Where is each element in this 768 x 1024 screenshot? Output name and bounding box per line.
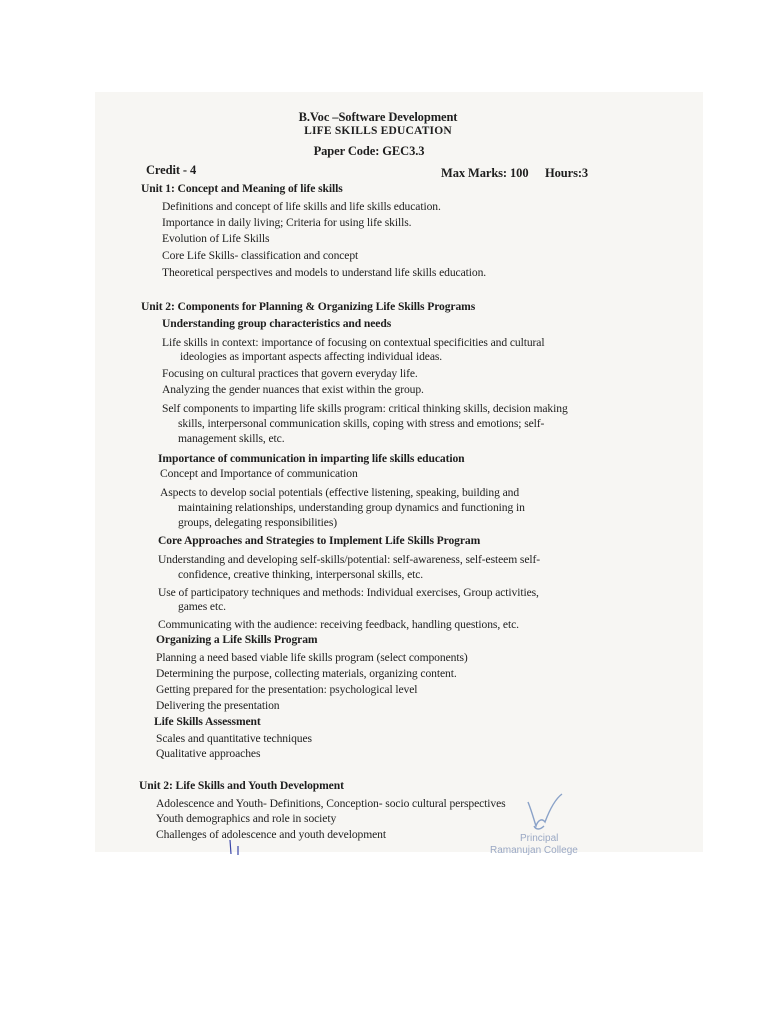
unit1-item: Importance in daily living; Criteria for using life skills. [162,216,412,229]
unit2-line: Use of participatory techniques and methods: Individual exercises, Group activities, [158,586,539,599]
hours: Hours:3 [545,166,589,180]
unit2-line: Communicating with the audience: receiving feedback, handling questions, etc. [158,618,519,631]
unit2-title: Unit 2: Components for Planning & Organizing Life Skills Programs [141,300,476,313]
unit1-item: Evolution of Life Skills [162,232,270,245]
unit2-line: Determining the purpose, collecting materials, organizing content. [156,667,457,680]
unit2-line: Concept and Importance of communication [160,467,358,480]
course-title: LIFE SKILLS EDUCATION [304,125,452,137]
unit2-line: confidence, creative thinking, interpersonal skills, etc. [178,568,424,581]
program-title: B.Voc –Software Development [298,110,458,124]
unit2-section-title: Understanding group characteristics and needs [162,317,392,330]
unit2-line: maintaining relationships, understanding group dynamics and functioning in [178,501,525,514]
unit2-line: Life skills in context: importance of focusing on contextual specificities and cultural [162,336,545,349]
unit2-line: Qualitative approaches [156,747,261,760]
unit2-line: Delivering the presentation [156,699,280,712]
unit2-section-title: Core Approaches and Strategies to Implement Life Skills Program [158,534,481,547]
unit2-line: groups, delegating responsibilities) [178,516,338,529]
unit2-line: management skills, etc. [178,432,285,445]
unit2-line: Analyzing the gender nuances that exist within the group. [162,383,424,396]
stamp-line2: Ramanujan College [490,845,578,856]
unit2-line: Focusing on cultural practices that govern everyday life. [162,367,418,380]
unit1-item: Definitions and concept of life skills and life skills education. [162,200,441,213]
unit2-line: Self components to imparting life skills program: critical thinking skills, decision making [162,402,568,415]
unit1-item: Core Life Skills- classification and concept [162,249,359,262]
unit2-line: Getting prepared for the presentation: psychological level [156,683,418,696]
unit3-item: Youth demographics and role in society [156,812,337,825]
unit2-line: Aspects to develop social potentials (effective listening, speaking, building and [160,486,520,499]
unit2-section-title: Organizing a Life Skills Program [156,633,318,646]
paper-code: Paper Code: GEC3.3 [313,144,425,158]
unit1-title: Unit 1: Concept and Meaning of life skills [141,182,343,195]
unit2-section-title: Importance of communication in imparting life skills education [158,452,465,465]
unit2-line: Scales and quantitative techniques [156,732,312,745]
stamp-line1: Principal [520,833,559,844]
unit3-item: Adolescence and Youth- Definitions, Conception- socio cultural perspectives [156,797,506,810]
unit2-line: Understanding and developing self-skills/potential: self-awareness, self-esteem self- [158,553,541,566]
unit1-item: Theoretical perspectives and models to understand life skills education. [162,266,487,279]
max-marks: Max Marks: 100 [441,166,529,180]
unit2-line: skills, interpersonal communication skills, coping with stress and emotions; self- [178,417,545,430]
unit3-title: Unit 2: Life Skills and Youth Development [139,779,344,792]
unit3-item: Challenges of adolescence and youth development [156,828,386,841]
unit2-line: ideologies as important aspects affecting individual ideas. [180,350,443,363]
unit2-line: games etc. [178,600,226,613]
pen-mark-icon [228,840,242,856]
unit2-section-title: Life Skills Assessment [154,715,261,728]
credit: Credit - 4 [146,163,197,177]
unit2-line: Planning a need based viable life skills program (select components) [156,651,468,664]
